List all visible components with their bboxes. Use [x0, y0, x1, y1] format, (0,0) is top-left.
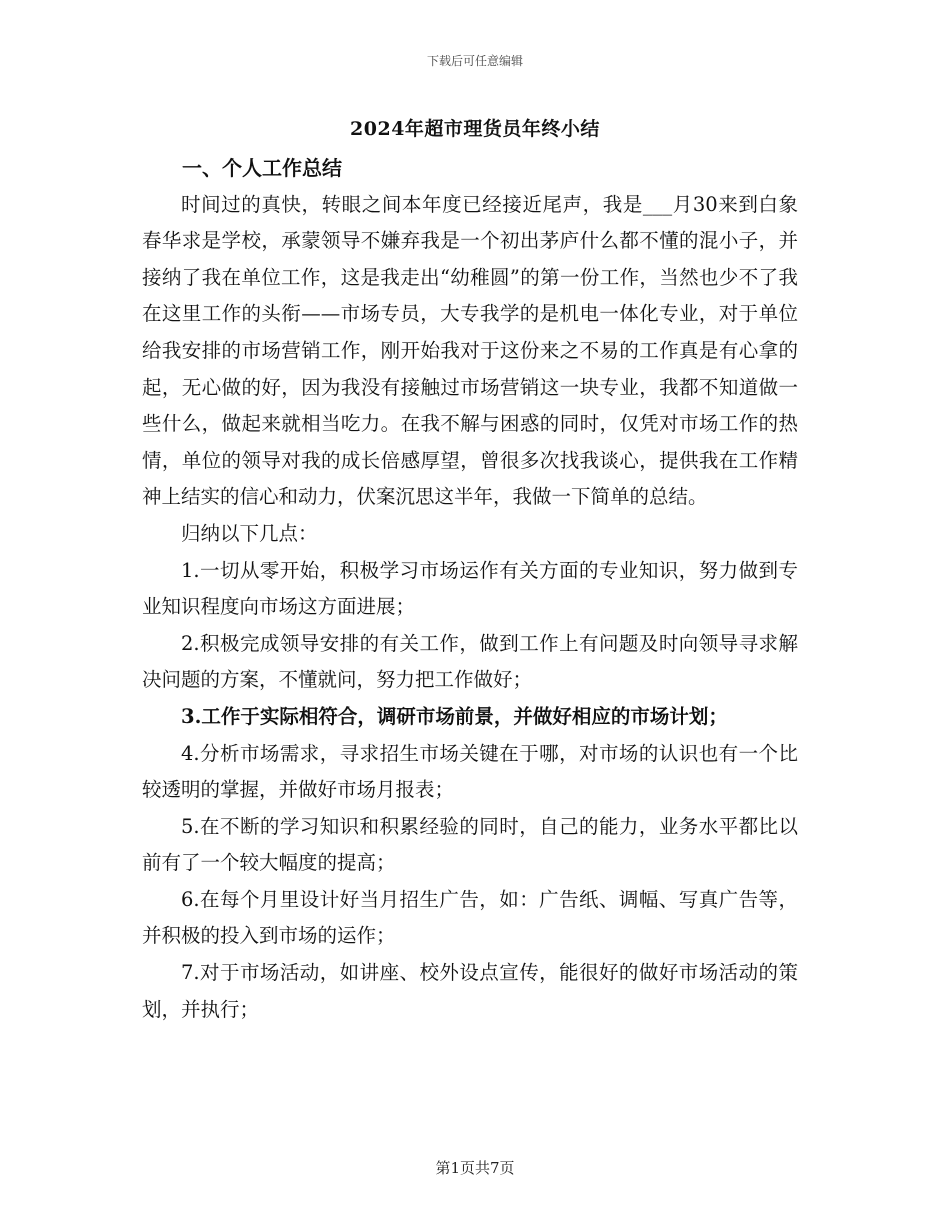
paragraph-summary-lead: 归纳以下几点：: [181, 521, 318, 545]
list-item-4: 4.分析市场需求，寻求招生市场关键在于哪，对市场的认识也有一个比较透明的掌握，并做好市场月报表；: [142, 741, 798, 802]
list-item-2: 2.积极完成领导安排的有关工作，做到工作上有问题及时向领导寻求解决问题的方案，不懂就问，努力把工作做好；: [142, 631, 798, 692]
list-item-1: 1.一切从零开始，积极学习市场运作有关方面的专业知识，努力做到专业知识程度向市场这方面进展；: [142, 558, 798, 619]
page-number: 第1页共7页: [435, 1159, 515, 1177]
list-item-3: 3.工作于实际相符合，调研市场前景，并做好相应的市场计划；: [181, 704, 728, 728]
list-item-7: 7.对于市场活动，如讲座、校外设点宣传，能很好的做好市场活动的策划，并执行；: [142, 961, 798, 1021]
list-item-5: 5.在不断的学习知识和积累经验的同时，自己的能力，业务水平都比以前有了一个较大幅度的提高；: [142, 814, 798, 875]
document-body: [142, 150, 798, 1028]
header-note: 下载后可任意编辑: [426, 54, 523, 68]
section-heading: 一、个人工作总结: [182, 156, 342, 180]
paragraph-intro: 时间过的真快，转眼之间本年度已经接近尾声，我是___月30来到白象春华求是学校，承蒙领导不嫌弃我是一个初出茅庐什么都不懂的混小子，并接纳了我在单位工作，这是我走出“幼稚圆”的第一份工作，当然也少不了我在这里工作的头衔——市场专员，大专我学的是机电一体化专业，对于单位给我安排的市场营销工作，刚开始我对于这份来之不易的工作真是有心拿的起，无心做的好，因为我没有接触过市场营销这一块专业，我都不知道做一些什么，做起来就相当吃力。在我不解与困惑的同时，仅凭对市场工作的热情，单位的领导对我的成长倍感厚望，曾很多次找我谈心，提供我在工作精神上结实的信心和动力，伏案沉思这半年，我做一下简单的总结。: [142, 192, 798, 509]
list-item-6: 6.在每个月里设计好当月招生广告，如：广告纸、调幅、写真广告等，并积极的投入到市场的运作；: [142, 887, 798, 948]
document-title: 2024年超市理货员年终小结: [350, 118, 600, 140]
